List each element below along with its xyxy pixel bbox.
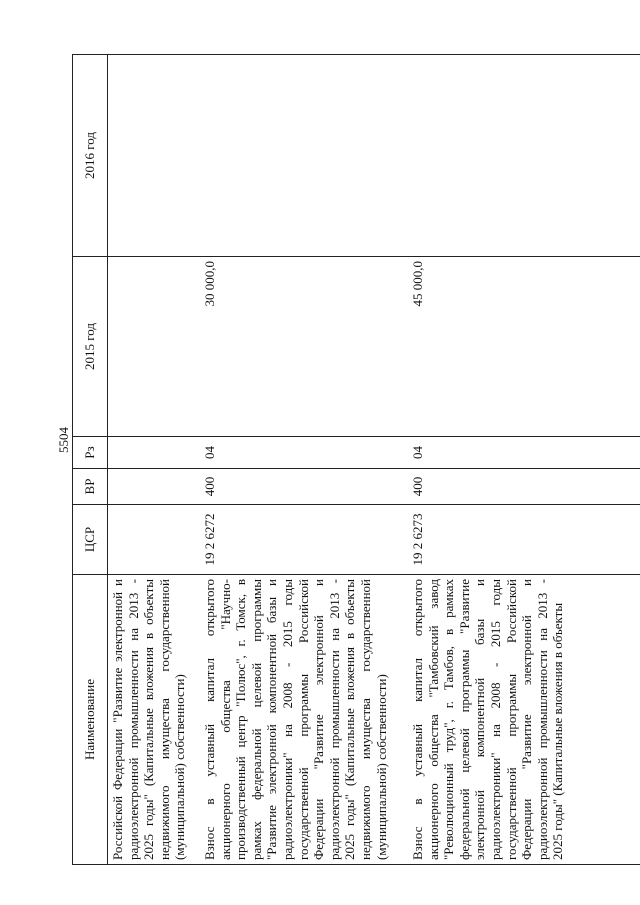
- row-2016: [408, 55, 640, 257]
- header-csr: ЦСР: [73, 505, 108, 575]
- rotated-table-container: [72, 55, 592, 865]
- row-vr: [108, 469, 201, 505]
- row-rz: 04: [200, 437, 408, 469]
- row-rz: 04: [408, 437, 640, 469]
- row-csr: 19 2 6273: [408, 505, 640, 575]
- row-name: Взнос в уставный капитал открытого акционерного общества "Тамбовский завод "Революционный труд", г. Тамбов, в рамках федеральной целевой программы "Развитие электронной компонентной базы и радиоэлектроники" на 2008 - 2015 годы государственной программы Российской Федерации "Развитие электронной и радиоэлектронной промышленности на 2013 - 2025 годы" (Капитальные вложения в объекты: [408, 575, 640, 865]
- header-2016: 2016 год: [73, 55, 108, 257]
- row-2016: [108, 55, 201, 257]
- table-row: [408, 55, 640, 865]
- row-2015: 30 000,0: [200, 257, 408, 437]
- row-csr: [108, 505, 201, 575]
- row-name: Взнос в уставный капитал открытого акционерного общества "Научно-производственный центр "Полюс", г. Томск, в рамках федеральной целевой программы "Развитие электронной компонентной базы и радиоэлектроники" на 2008 - 2015 годы государственной программы Российской Федерации "Развитие электронной и радиоэлектронной промышленности на 2013 - 2025 годы" (Капитальные вложения в объекты недвижимого имущества государственной (муниципальной) собственности): [200, 575, 408, 865]
- header-2015: 2015 год: [73, 257, 108, 437]
- row-2015: 45 000,0: [408, 257, 640, 437]
- header-rz: Рз: [73, 437, 108, 469]
- row-rz: [108, 437, 201, 469]
- table-row: [200, 55, 408, 865]
- header-name: Наименование: [73, 575, 108, 865]
- row-name: Российской Федерации "Развитие электронной и радиоэлектронной промышленности на 2013 - 2025 годы" (Капитальные вложения в объекты недвижимого имущества государственной (муниципальной) собственности): [108, 575, 201, 865]
- row-csr: 19 2 6272: [200, 505, 408, 575]
- table-header-row: [73, 55, 108, 865]
- table-row: [108, 55, 201, 865]
- row-2016: [200, 55, 408, 257]
- page-number: 5504: [56, 427, 71, 453]
- row-vr: 400: [408, 469, 640, 505]
- row-2015: [108, 257, 201, 437]
- row-vr: 400: [200, 469, 408, 505]
- budget-table: [72, 54, 640, 865]
- header-vr: ВР: [73, 469, 108, 505]
